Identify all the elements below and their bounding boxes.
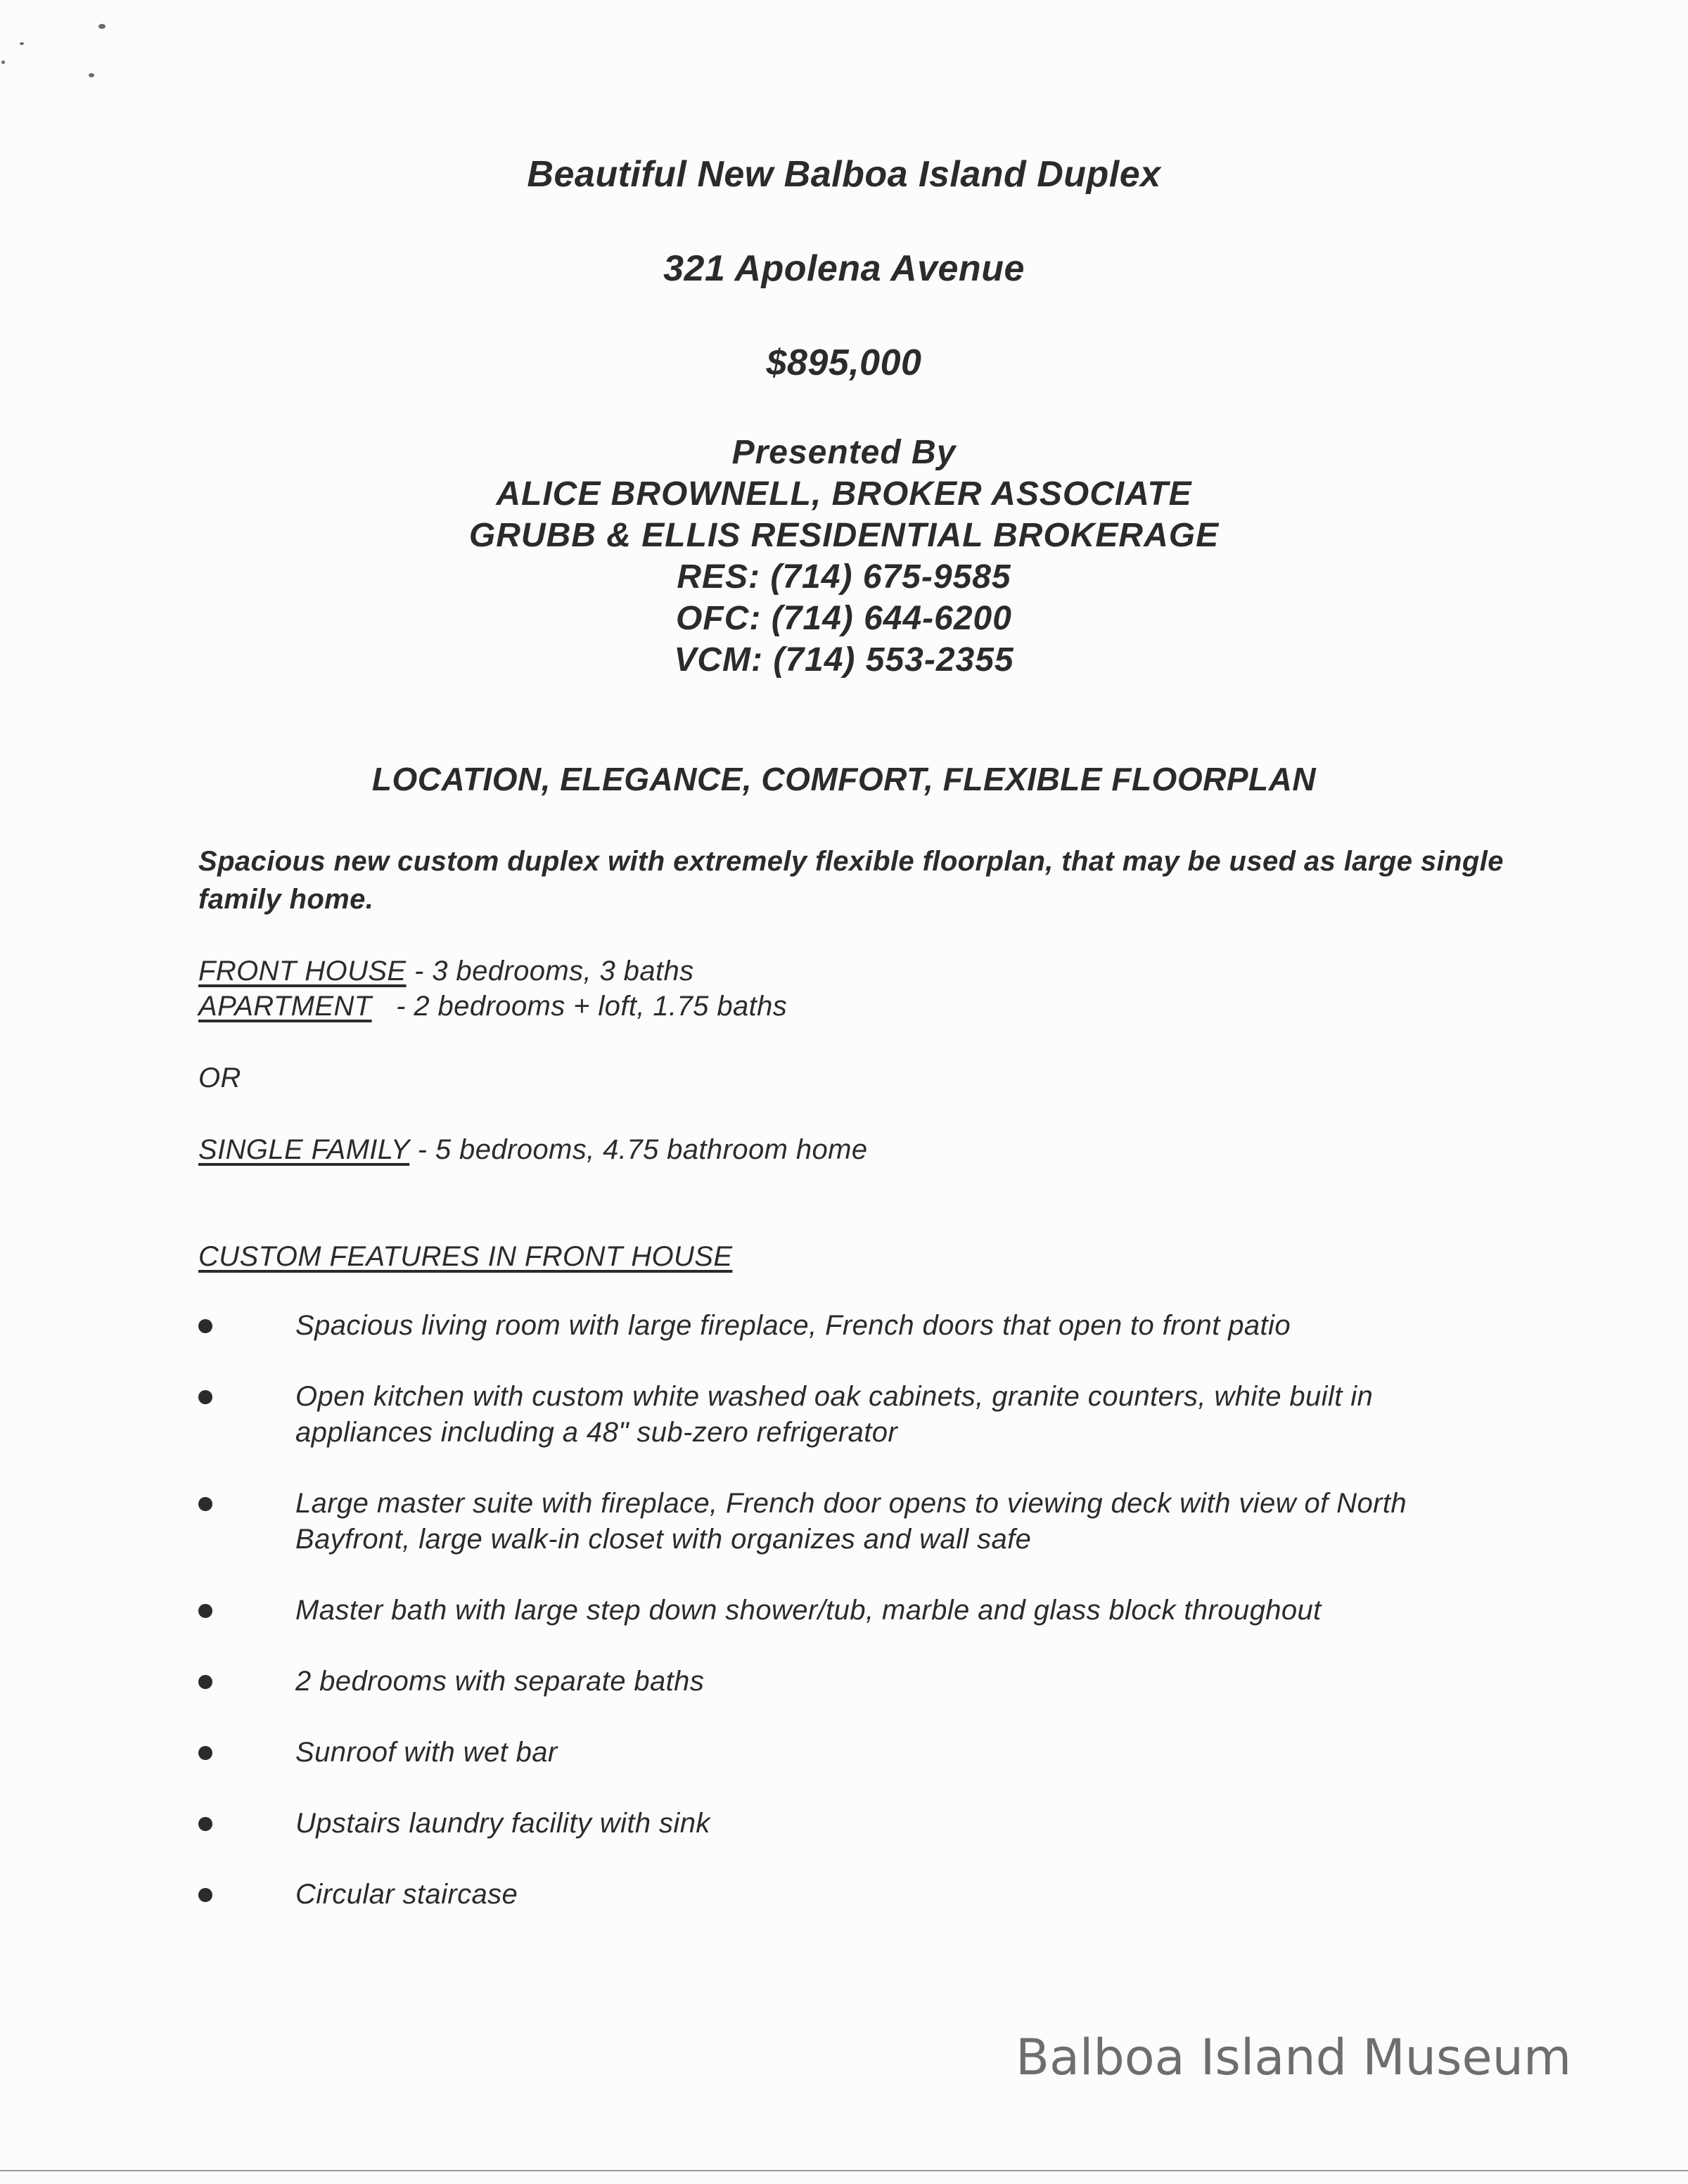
list-item [198,1379,1507,1451]
bullet-icon [198,1675,212,1689]
front-house-desc: - 3 bedrooms, 3 baths [406,956,694,987]
list-item [198,1664,1507,1700]
bullet-icon [198,1319,212,1333]
bullet-icon [198,1497,212,1511]
single-family-label: SINGLE FAMILY [198,1134,410,1165]
feature-text: 2 bedrooms with separate baths [295,1666,705,1697]
list-item [198,1593,1507,1629]
listing-address: 321 Apolena Avenue [663,248,1025,289]
presenter-block [0,432,1688,681]
features-list [198,1308,1507,1948]
bullet-icon [198,1817,212,1831]
apartment-line [198,989,787,1024]
feature-text: Master bath with large step down shower/tub, marble and glass block throughout [295,1595,1322,1626]
or-text: OR [198,1062,241,1093]
single-family-desc: - 5 bedrooms, 4.75 bathroom home [409,1134,868,1165]
brokerage-name: GRUBB & ELLIS RESIDENTIAL BROKERAGE [468,517,1220,554]
scan-speck [1,60,5,64]
apartment-desc: - 2 bedrooms + loft, 1.75 baths [371,991,788,1022]
list-item [198,1806,1507,1842]
features-heading-text: CUSTOM FEATURES IN FRONT HOUSE [198,1241,733,1272]
feature-text: Sunroof with wet bar [295,1737,558,1768]
apartment-label: APARTMENT [198,991,372,1022]
bullet-icon [198,1888,212,1902]
single-family-line [198,1132,867,1167]
features-heading [198,1239,732,1274]
listing-title: Beautiful New Balboa Island Duplex [527,154,1161,195]
bullet-icon [198,1604,212,1618]
scan-speck [20,42,24,45]
feature-text: Open kitchen with custom white washed oak cabinets, granite counters, white built in appliances including a 48" sub-zero refrigerator [295,1381,1374,1448]
list-item [198,1735,1507,1771]
feature-text: Spacious living room with large fireplace, French doors that open to front patio [295,1310,1291,1341]
phone-vcm: VCM: (714) 553-2355 [674,641,1014,679]
phone-res: RES: (714) 675-9585 [677,558,1011,596]
bullet-icon [198,1746,212,1760]
feature-text: Upstairs laundry facility with sink [295,1808,710,1839]
scan-speck [89,73,94,77]
list-item [198,1486,1507,1557]
feature-text: Large master suite with fireplace, French door opens to viewing deck with view of North Bayfront, large walk-in closet with organizes and wall safe [295,1488,1407,1555]
phone-ofc: OFC: (714) 644-6200 [676,600,1012,637]
front-house-line [198,953,694,989]
museum-watermark: Balboa Island Museum [1016,2029,1572,2086]
listing-price: $895,000 [766,342,922,383]
headline: LOCATION, ELEGANCE, COMFORT, FLEXIBLE FLOORPLAN [371,761,1317,797]
presented-by-label: Presented By [731,434,957,471]
list-item [198,1877,1507,1913]
list-item [198,1308,1507,1344]
bullet-icon [198,1390,212,1404]
scan-speck [98,24,106,29]
feature-text: Circular staircase [295,1879,518,1910]
front-house-label: FRONT HOUSE [198,956,407,987]
agent-name: ALICE BROWNELL, BROKER ASSOCIATE [496,475,1192,513]
intro-paragraph: Spacious new custom duplex with extremely flexible floorplan, that may be used as large single family home. [198,846,1504,915]
